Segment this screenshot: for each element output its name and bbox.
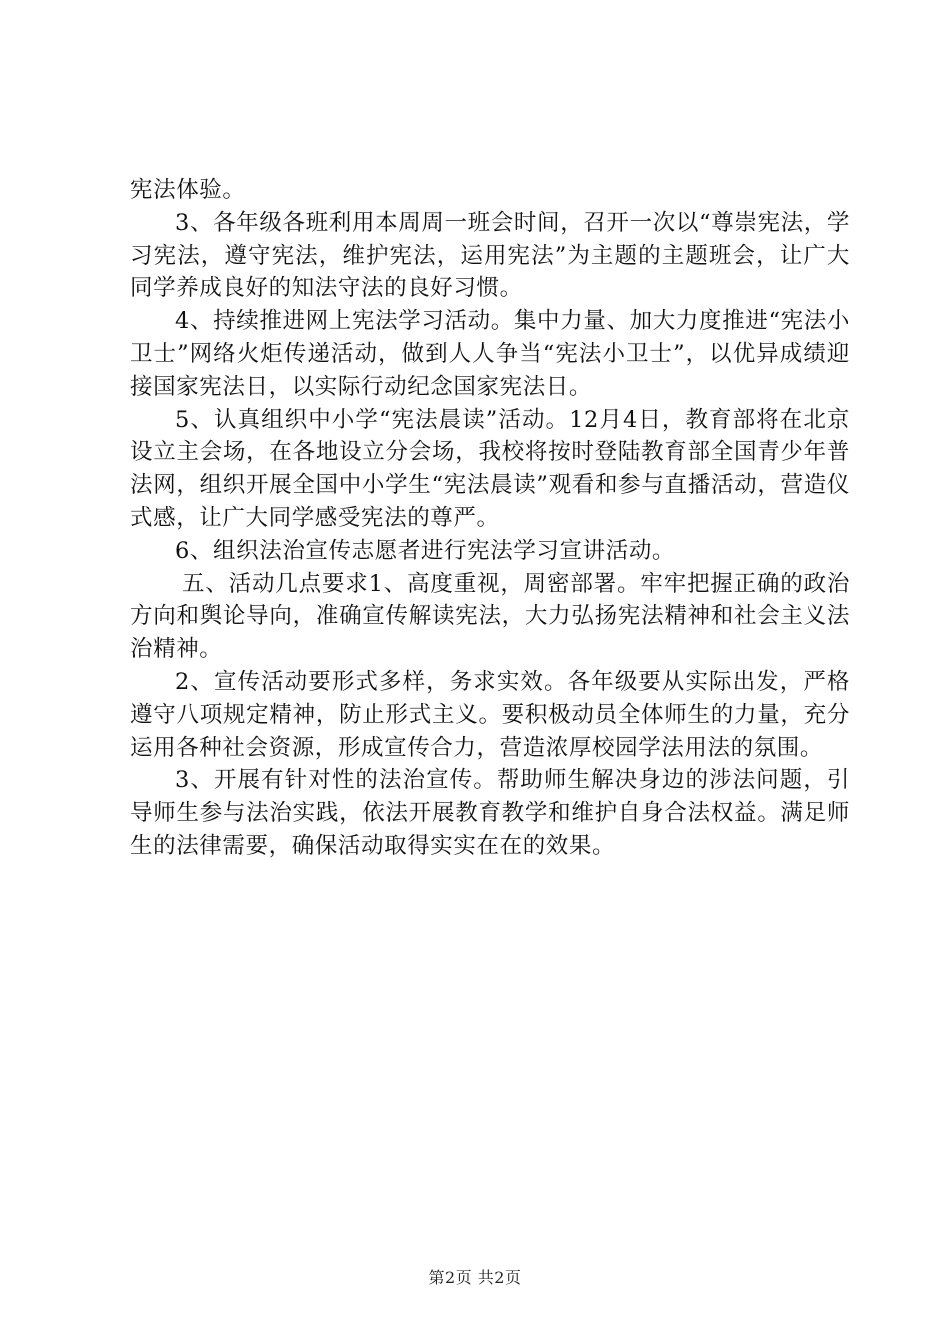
paragraph-item-4-online-learning: 4、持续推进网上宪法学习活动。集中力量、加大力度推进“宪法小卫士”网络火炬传递活动，做到人人争当“宪法小卫士”，以优异成绩迎接国家宪法日，以实际行动纪念国家宪法日。 (130, 308, 850, 400)
paragraph-item-6-volunteers: 6、组织法治宣传志愿者进行宪法学习宣讲活动。 (175, 537, 676, 564)
paragraph-requirement-2: 2、宣传活动要形式多样，务求实效。各年级要从实际出发，严格遵守八项规定精神，防止形式主义。要积极动员全体师生的力量，充分运用各种社会资源，形成宣传合力，营造浓厚校园学法用法的氛围。 (130, 668, 850, 761)
page-footer: 第2页 共2页 (428, 1268, 522, 1287)
paragraph-continuation: 宪法体验。 (130, 177, 246, 203)
document-body (130, 174, 850, 863)
paragraph-item-5-morning-reading: 5、认真组织中小学“宪法晨读”活动。12月4日，教育部将在北京设立主会场，在各地设立分会场，我校将按时登陆教育部全国青少年普法网，组织开展全国中小学生“宪法晨读”观看和参与直播活动，营造仪式感，让广大同学感受宪法的尊严。 (130, 406, 850, 531)
paragraph-section-5-requirements: 五、活动几点要求1、高度重视，周密部署。牢牢把握正确的政治方向和舆论导向，准确宣传解读宪法，大力弘扬宪法精神和社会主义法治精神。 (130, 570, 850, 663)
paragraph-requirement-3: 3、开展有针对性的法治宣传。帮助师生解决身边的涉法问题，引导师生参与法治实践，依法开展教育教学和维护自身合法权益。满足师生的法律需要，确保活动取得实实在在的效果。 (130, 767, 850, 859)
paragraph-item-3-class-meeting: 3、各年级各班利用本周周一班会时间，召开一次以“尊崇宪法，学习宪法，遵守宪法，维护宪法，运用宪法”为主题的主题班会，让广大同学养成良好的知法守法的良好习惯。 (130, 209, 850, 302)
